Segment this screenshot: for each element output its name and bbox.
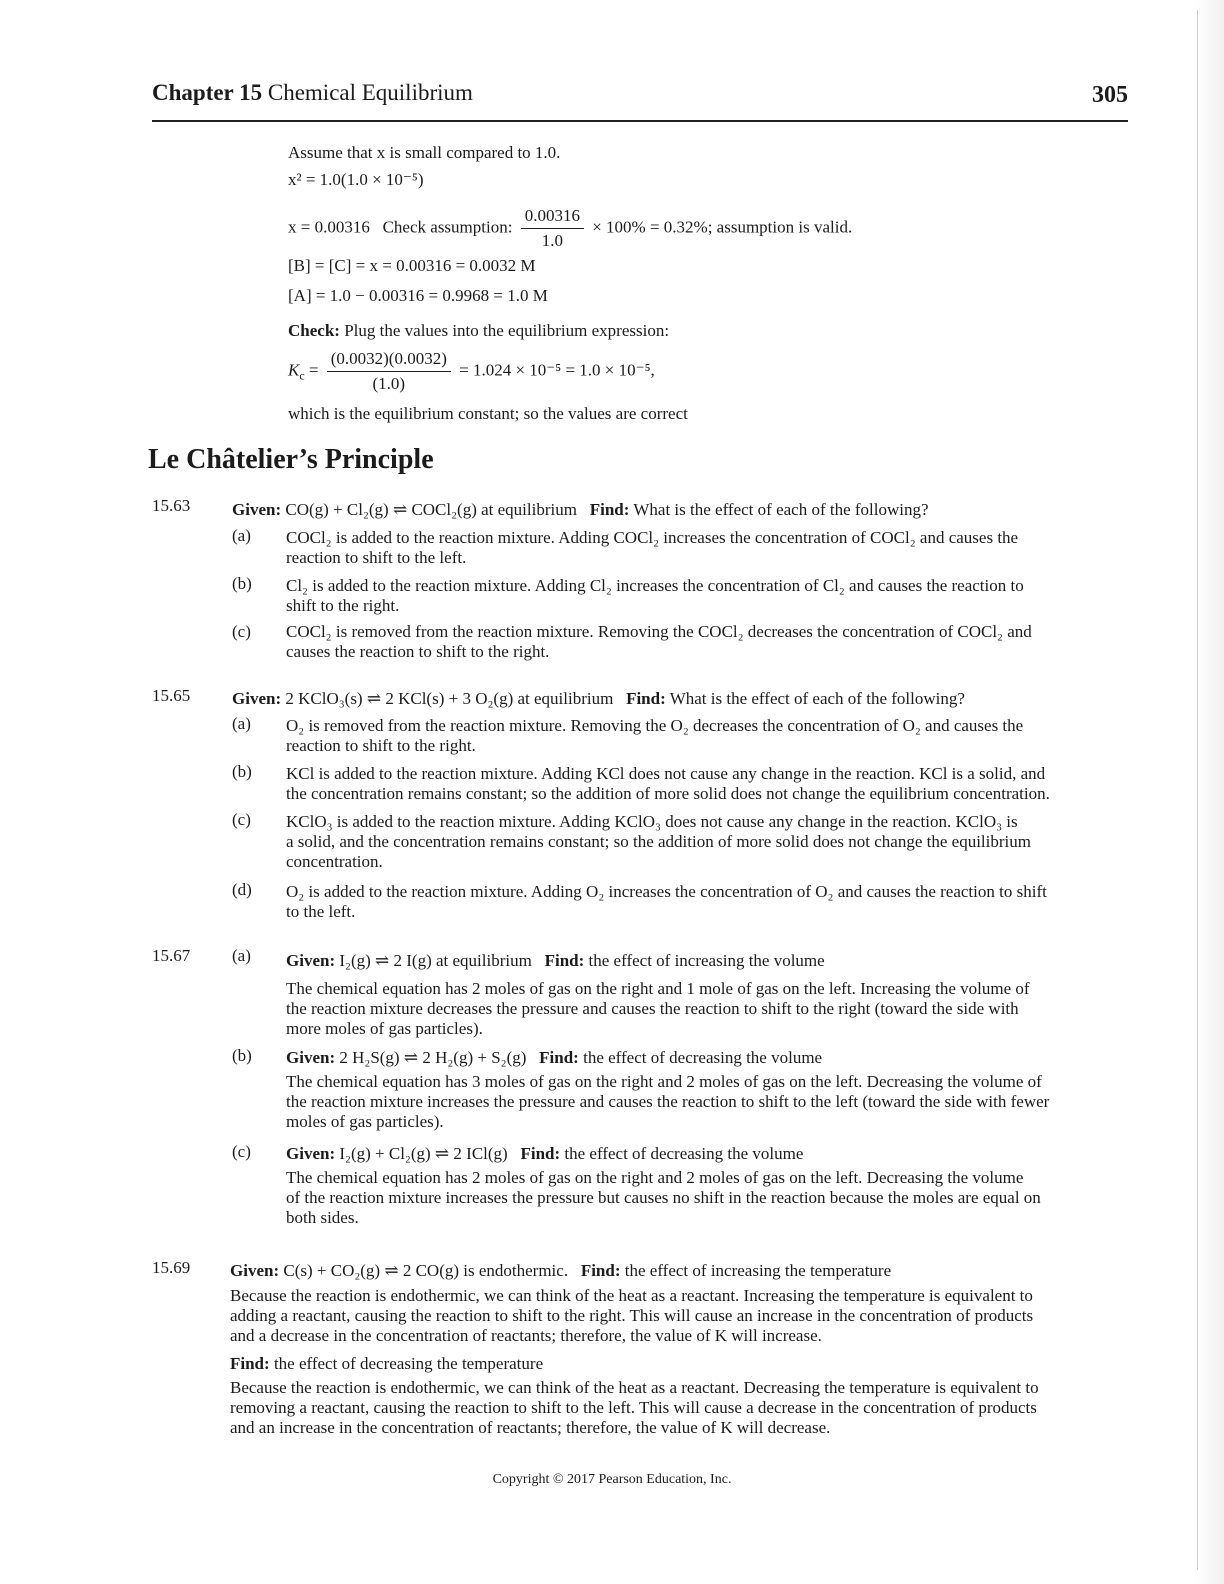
problem-number: 15.67 (152, 946, 191, 965)
part-text: O₂ is removed from the reaction mixture. Removing the O₂ decreases the concentration of O₂ and causes the reaction to shift to the right. (286, 716, 1024, 755)
part-letter: (a) (232, 946, 251, 965)
x-squared-line: x² = 1.0(1.0 × 10⁻⁵) (288, 170, 424, 189)
chapter-heading: Chapter 15 Chemical Equilibrium (152, 80, 473, 105)
problem-given-line: Given: 2 KClO₃(s) ⇌ 2 KCl(s) + 3 O₂(g) at equilibrium Find: What is the effect of each of the following? (232, 689, 965, 708)
part-letter: (d) (232, 880, 252, 899)
b-c-concentration-line: [B] = [C] = x = 0.00316 = 0.0032 M (288, 256, 536, 275)
part-text: The chemical equation has 2 moles of gas on the right and 2 moles of gas on the left. Decreasing the volume of the reaction mixture increases the pressure but causes no shift in the reaction because the moles are equal on both sides. (286, 1168, 1041, 1227)
problem-given-line: Given: CO(g) + Cl₂(g) ⇌ COCl₂(g) at equilibrium Find: What is the effect of each of the following? (232, 500, 929, 519)
part-letter: (a) (232, 526, 251, 545)
part-letter: (c) (232, 1142, 251, 1161)
assumption-fraction: $\frac{0.00316}{1.0}$ (521, 205, 584, 252)
part-text: KCl is added to the reaction mixture. Adding KCl does not cause any change in the reaction. KCl is a solid, and the concentration remains constant; so the addition of more solid does not change the equilibrium concentration. (286, 764, 1050, 803)
part-text: O₂ is added to the reaction mixture. Adding O₂ increases the concentration of O₂ and causes the reaction to shift to the left. (286, 882, 1047, 921)
page-number: 305 (1092, 82, 1128, 108)
part-letter: (c) (232, 622, 251, 641)
part-text: Cl₂ is added to the reaction mixture. Adding Cl₂ increases the concentration of Cl₂ and causes the reaction to shift to the right. (286, 576, 1024, 615)
problem-given-line: Given: C(s) + CO₂(g) ⇌ 2 CO(g) is endothermic. Find: the effect of increasing the temperature (230, 1261, 892, 1280)
part-text: The chemical equation has 3 moles of gas on the right and 2 moles of gas on the left. Decreasing the volume of the reaction mixture increases the pressure and causes the reaction to shift to the left (toward the side with fewer moles of gas particles). (286, 1072, 1050, 1131)
part-letter: (b) (232, 762, 252, 781)
problem-number: 15.65 (152, 686, 191, 705)
part-text: Because the reaction is endothermic, we can think of the heat as a reactant. Increasing the temperature is equivalent to adding a reactant, causing the reaction to shift to the right. This will cause an increase in the concentration of products and a decrease in the concentration of reactants; therefore, the value of K will increase. (230, 1286, 1034, 1345)
problem-number: 15.69 (152, 1258, 191, 1277)
check-line: Check: Plug the values into the equilibrium expression: (288, 321, 670, 340)
section-title: Le Châtelier’s Principle (148, 444, 434, 475)
conclusion-line: which is the equilibrium constant; so the values are correct (288, 404, 688, 423)
copyright-footer: Copyright © 2017 Pearson Education, Inc. (492, 1472, 732, 1487)
part-text: The chemical equation has 2 moles of gas on the right and 1 mole of gas on the left. Increasing the volume of the reaction mixture decreases the pressure and causes the reaction to shift to the right (toward the side with more moles of gas particles). (286, 979, 1030, 1038)
page-edge-line (1197, 10, 1198, 1570)
kc-expression: $K_c$ = $\frac{(0.0032)(0.0032)}{(1.0)}$ = 1.024 × 10⁻⁵ = 1.0 × 10⁻⁵, (288, 349, 655, 393)
running-header (152, 80, 1128, 120)
part-text: Because the reaction is endothermic, we can think of the heat as a reactant. Decreasing the temperature is equivalent to removing a reactant, causing the reaction to shift to the left. This will cause a decrease in the concentration of products and an increase in the concentration of reactants; therefore, the value of K will decrease. (230, 1378, 1039, 1437)
assume-line: Assume that x is small compared to 1.0. (288, 143, 561, 162)
part-letter: (c) (232, 810, 251, 829)
a-concentration-line: [A] = 1.0 − 0.00316 = 0.9968 = 1.0 M (288, 286, 548, 305)
part-letter: (b) (232, 574, 252, 593)
problem-given-line: Given: 2 H₂S(g) ⇌ 2 H₂(g) + S₂(g) Find: the effect of decreasing the volume (286, 1048, 823, 1067)
kc-fraction: $\frac{(0.0032)(0.0032)}{(1.0)}$ (327, 348, 451, 395)
find-line: Find: the effect of decreasing the temperature (230, 1354, 544, 1373)
part-text: COCl₂ is added to the reaction mixture. Adding COCl₂ increases the concentration of COCl₂ and causes the reaction to shift to the left. (286, 528, 1019, 567)
problem-given-line: Given: I₂(g) + Cl₂(g) ⇌ 2 ICl(g) Find: the effect of decreasing the volume (286, 1144, 804, 1163)
x-value-line: x = 0.00316 Check assumption: $\frac{0.00316}{1.0}$ × 100% = 0.32%; assumption is valid. (288, 206, 853, 250)
part-text: KClO₃ is added to the reaction mixture. Adding KClO₃ does not cause any change in the reaction. KClO₃ is a solid, and the concentration remains constant; so the addition of more solid does not change the equilibrium concentration. (286, 812, 1031, 871)
header-rule (152, 120, 1128, 122)
problem-number: 15.63 (152, 496, 191, 515)
page-edge-shadow (1194, 0, 1224, 1584)
problem-given-line: Given: I₂(g) ⇌ 2 I(g) at equilibrium Find: the effect of increasing the volume (286, 951, 825, 970)
part-letter: (b) (232, 1046, 252, 1065)
part-text: COCl₂ is removed from the reaction mixture. Removing the COCl₂ decreases the concentration of COCl₂ and causes the reaction to shift to the right. (286, 622, 1032, 661)
part-letter: (a) (232, 714, 251, 733)
